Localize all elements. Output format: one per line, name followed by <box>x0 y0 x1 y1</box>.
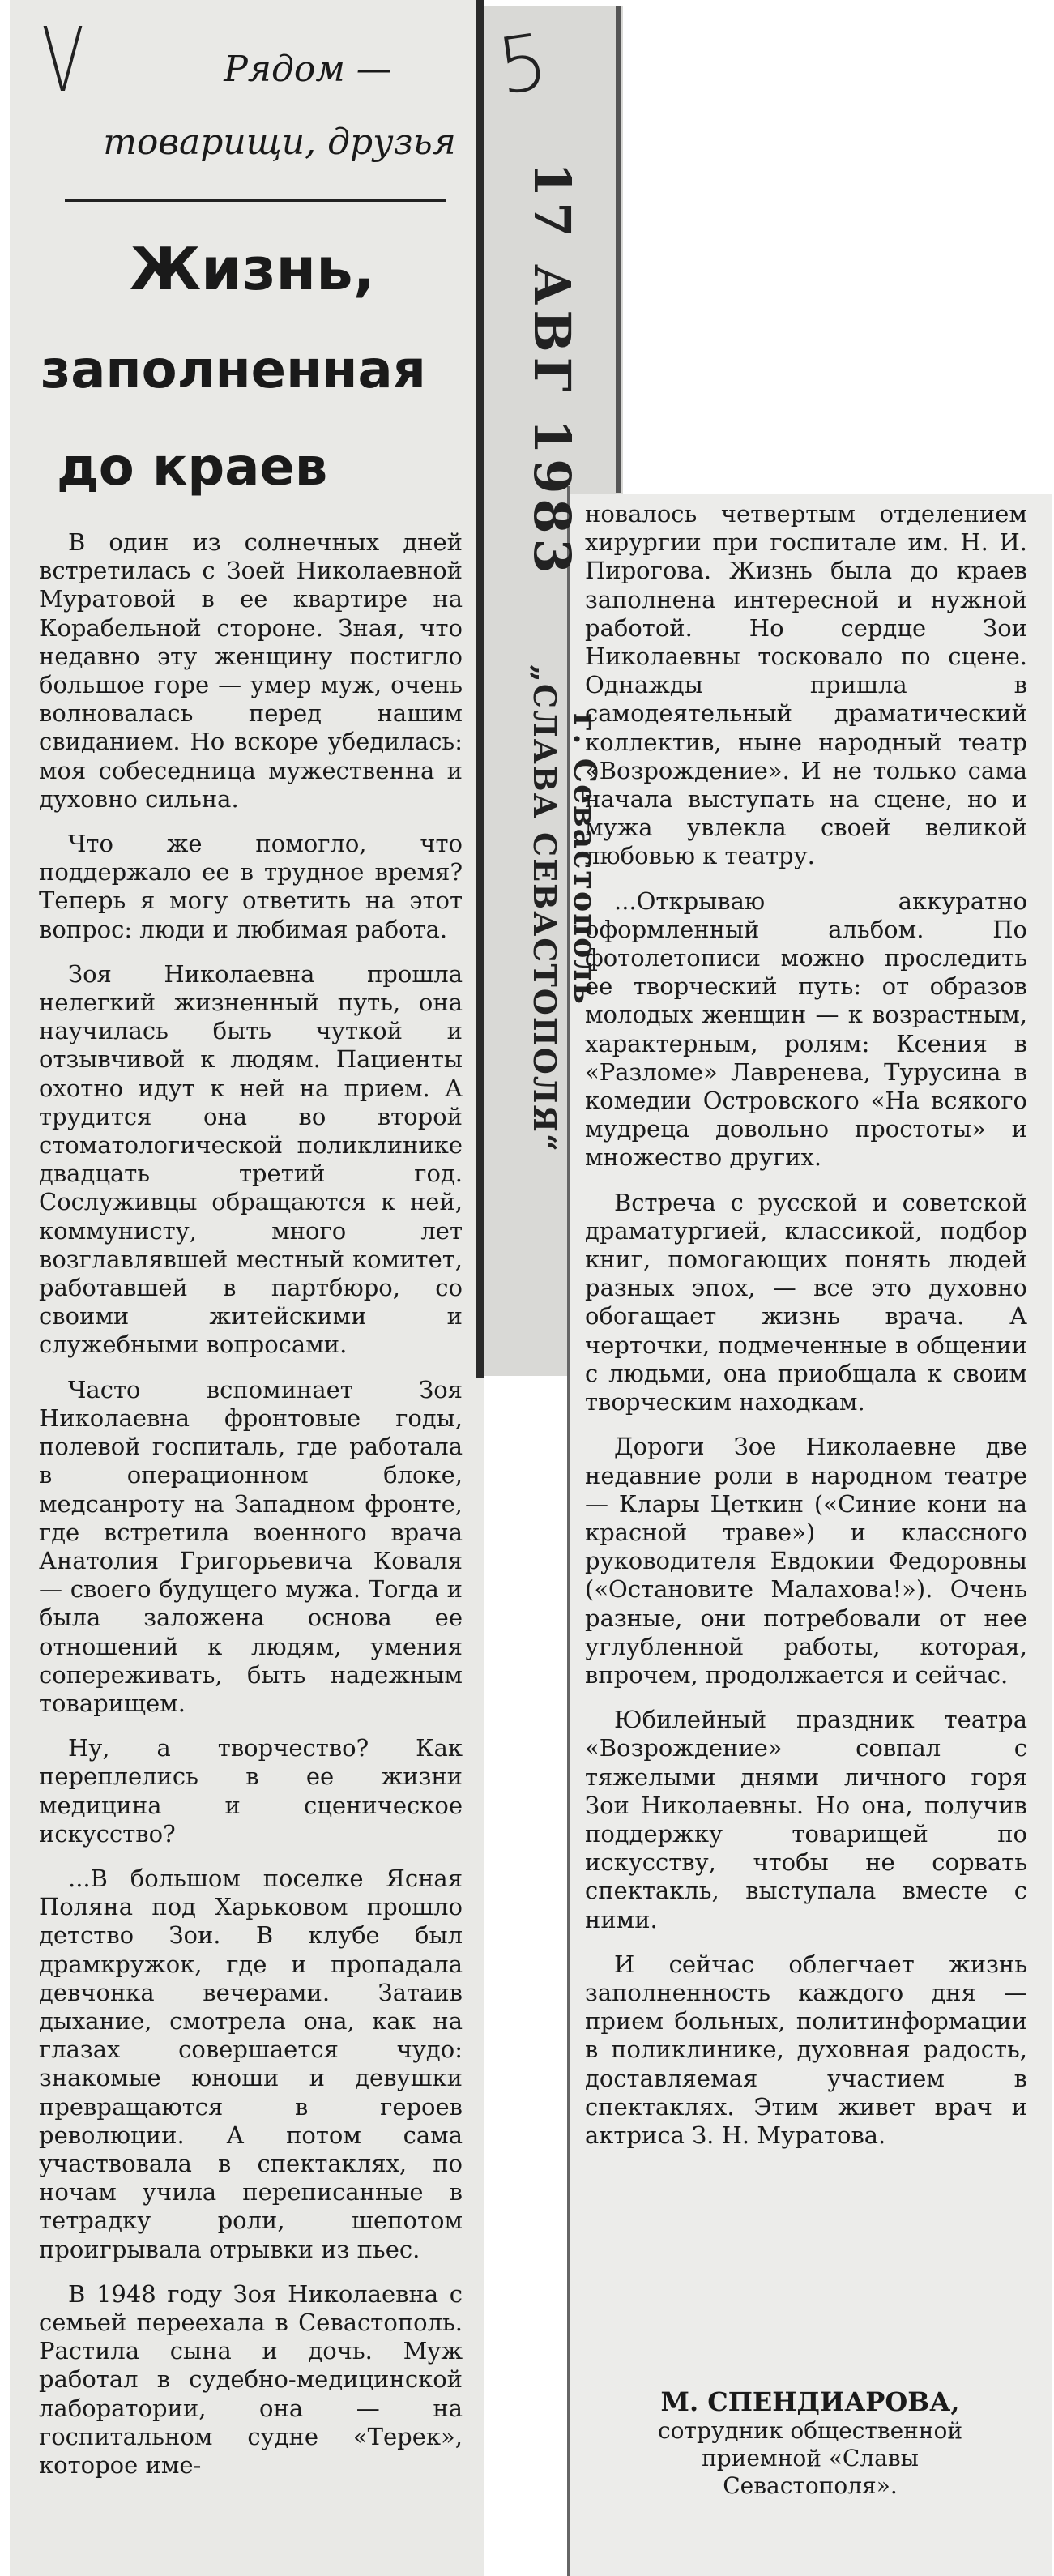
article-paragraph: Дороги Зое Николаевне две недавние роли в народном театре — Клары Цеткин («Синие кони на красной траве») и классного руководителя Евдокии Федоровны («Остановите Малахова!»). Очень разные, они потребовали от нее углубленной работы, которая, впрочем, продолжается и сейчас. <box>585 1433 1027 1689</box>
article-paragraph: ...В большом поселке Ясная Поляна под Харьковом прошло детство Зои. В клубе был драмкружок, где и пропадала девчонка вечерами. Затаив дыхание, смотрела она, как на глазах совершается чудо: знакомые юноши и девушки превращаются в героев революции. А потом сама участвовала в спектаклях, по ночам учила переписанные в тетрадку роли, шепотом проигрывала отрывки из пьес. <box>39 1864 463 2263</box>
author-role-line: сотрудник общественной <box>657 2417 963 2444</box>
rubric-line-2: товарищи, друзья <box>103 122 456 163</box>
newspaper-stamp: „СЛАВА СЕВАСТОПОЛЯ“ <box>527 664 563 1153</box>
article-paragraph: В 1948 году Зоя Николаевна с семьей переехала в Севастополь. Растила сына и дочь. Муж работал в судебно-медицинской лаборатории, она — на госпитальном судне «Терек», которое име- <box>39 2279 463 2479</box>
article-column-right <box>585 500 1027 2166</box>
author-signature <box>632 2386 988 2500</box>
article-paragraph: Встреча с русской и советской драматургией, классикой, подбор книг, помогающих понять людей разных эпох, — все это духовно обогащает жизнь врача. А черточки, подмеченные в общении с людьми, она приобщала к своим творческим находкам. <box>585 1188 1027 1416</box>
article-column-left <box>39 528 463 2496</box>
handwritten-number: 5 <box>492 17 553 113</box>
rubric-line-1: Рядом — <box>224 49 392 90</box>
handwritten-check-mark: V <box>41 8 84 112</box>
headline-line-2: заполненная <box>41 340 426 400</box>
fold-line <box>476 0 484 1378</box>
rubric-rule <box>65 199 446 202</box>
blank-background <box>623 0 1054 494</box>
article-paragraph: Зоя Николаевна прошла нелегкий жизненный путь, она научилась быть чуткой и отзывчивой к людям. Пациенты охотно идут к ней на прием. А трудится она во второй стоматологической поликлинике двадцать третий год. Сослуживцы обращаются к ней, коммунисту, много лет возглавлявшей местный комитет, работавшей в партбюро, со своими житейскими и служебными вопросами. <box>39 959 463 1359</box>
author-name: М. СПЕНДИАРОВА, <box>660 2386 960 2417</box>
article-paragraph: В один из солнечных дней встретилась с Зоей Николаевной Муратовой в ее квартире на Корабельной стороне. Зная, что недавно эту женщину постигло большое горе — умер муж, очень волновалась перед нашим свиданием. Но вскоре убедилась: моя собеседница мужественна и духовно сильна. <box>39 528 463 813</box>
author-role-line: приемной «Славы Севастополя». <box>702 2445 919 2499</box>
author-role <box>632 2417 988 2500</box>
article-paragraph: ...Открываю аккуратно оформленный альбом. По фотолетописи можно проследить ее творческий путь: от образов молодых женщин — к возрастным, характерным, ролям: Ксения в «Разломе» Лавренева, Турусина в комедии Островского «На всякого мудреца довольно простоты» и множество других. <box>585 886 1027 1172</box>
fold-line <box>616 6 621 493</box>
article-paragraph: И сейчас облегчает жизнь заполненность каждого дня — прием больных, политинформации в поликлинике, духовная радость, доставляемая участием в спектаклях. Этим живет врач и актриса З. Н. Муратова. <box>585 1950 1027 2149</box>
city-stamp: г. Севастополь <box>567 713 604 1006</box>
article-paragraph: Юбилейный праздник театра «Возрождение» совпал с тяжелыми днями личного горя Зои Николаевны. Но она, получив поддержку товарищей по искусству, чтобы не сорвать спектакль, выступала вместе с ними. <box>585 1706 1027 1933</box>
article-paragraph: Часто вспоминает Зоя Николаевна фронтовые годы, полевой госпиталь, где работала в операционном блоке, медсанроту на Западном фронте, где встретила военного врача Анатолия Григорьевича Коваля — своего будущего мужа. Тогда и была заложена основа ее отношений к людям, умения сопереживать, быть надежным товарищем. <box>39 1375 463 1717</box>
date-stamp: 17 АВГ 1983 <box>523 162 582 579</box>
headline-line-3: до краев <box>57 438 328 498</box>
article-paragraph: Ну, а творчество? Как переплелись в ее жизни медицина и сценическое искусство? <box>39 1734 463 1848</box>
article-paragraph: новалось четвертым отделением хирургии при госпитале им. Н. И. Пирогова. Жизнь была до краев заполнена интересной и нужной работой. Но сердце Зои Николаевны тосковало по сцене. Однажды пришла в самодеятельный драматический коллектив, ныне народный театр «Возрождение». И не только сама начала выступать на сцене, но и мужа увлекла своей великой любовью к театру. <box>585 500 1027 870</box>
article-paragraph: Что же помогло, что поддержало ее в трудное время? Теперь я могу ответить на этот вопрос: люди и любимая работа. <box>39 830 463 943</box>
headline-line-1: Жизнь, <box>130 235 376 303</box>
